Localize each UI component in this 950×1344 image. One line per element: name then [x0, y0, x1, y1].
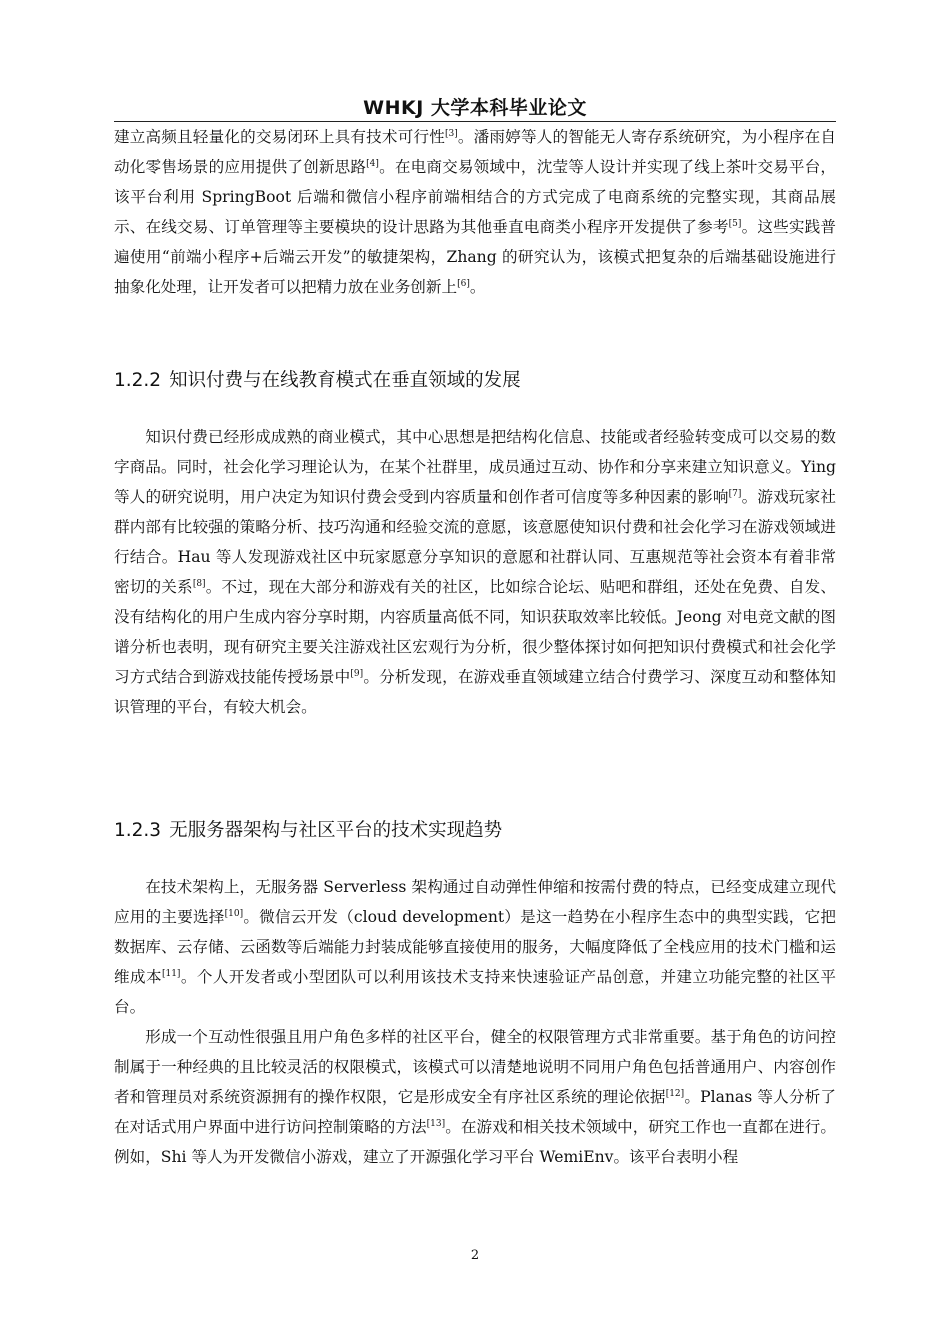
intro-paragraph — [114, 122, 836, 302]
intro-paragraph-block — [114, 122, 836, 302]
page-number: 2 — [470, 1248, 480, 1263]
citation-ref: [4] — [366, 158, 379, 169]
citation-ref: [8] — [192, 578, 206, 589]
paragraph — [114, 1022, 836, 1172]
text-run: 。游戏玩家社群内部有比较强的策略分析、技巧沟通和经验交流的意愿，该意愿使知识付费和社会化学习在游戏领域进行结合。Hau 等人发现游戏社区中玩家愿意分享知识的意愿和社群认同、互惠规范等社会资本有着非常密切的关系 — [114, 488, 836, 596]
text-run: 知识付费已经形成成熟的商业模式，其中心思想是把结构化信息、技能或者经验转变成可以交易的数字商品。同时，社会化学习理论认为，在某个社群里，成员通过互动、协作和分享来建立知识意义。Ying 等人的研究说明，用户决定为知识付费会受到内容质量和创作者可信度等多种因素的影响 — [114, 428, 836, 506]
text-run: 。分析发现，在游戏垂直领域建立结合付费学习、深度互动和整体知识管理的平台，有较大机会。 — [114, 668, 836, 716]
section-heading-1-2-3 — [114, 816, 836, 846]
section-1-2-3-body — [114, 872, 836, 1172]
citation-ref: [13] — [426, 1118, 446, 1129]
text-run: 。 — [469, 278, 486, 296]
citation-ref: [7] — [728, 488, 742, 499]
section-title: 无服务器架构与社区平台的技术实现趋势 — [169, 820, 503, 841]
text-run: 。个人开发者或小型团队可以利用该技术支持来快速验证产品创意，并建立功能完整的社区平台。 — [114, 968, 836, 1016]
text-run: 在技术架构上，无服务器 Serverless 架构通过自动弹性伸缩和按需付费的特点，已经变成建立现代应用的主要选择 — [114, 878, 836, 926]
citation-ref: [11] — [161, 968, 181, 979]
citation-ref: [9] — [350, 668, 364, 679]
paragraph — [114, 872, 836, 1022]
citation-ref: [6] — [457, 278, 470, 289]
page-header-title: WHKJ 大学本科毕业论文 — [363, 97, 587, 119]
paragraph — [114, 422, 836, 722]
text-run: 。不过，现在大部分和游戏有关的社区，比如综合论坛、贴吧和群组，还处在免费、自发、没有结构化的用户生成内容分享时期，内容质量高低不同，知识获取效率比较低。Jeong 对电竞文献的图谱分析也表明，现有研究主要关注游戏社区宏观行为分析，很少整体探讨如何把知识付费模式和社会化学习方式结合到游戏技能传授场景中 — [114, 578, 836, 686]
text-run: 。这些实践普遍使用“前端小程序+后端云开发”的敏捷架构，Zhang 的研究认为，该模式把复杂的后端基础设施进行抽象化处理，让开发者可以把精力放在业务创新上 — [114, 218, 836, 296]
section-1-2-2-body — [114, 422, 836, 722]
text-run: 。Planas 等人分析了在对话式用户界面中进行访问控制策略的方法 — [114, 1088, 836, 1136]
text-run: 建立高频且轻量化的交易闭环上具有技术可行性 — [114, 128, 445, 146]
section-heading-1-2-2 — [114, 366, 836, 396]
section-number: 1.2.3 — [114, 820, 162, 841]
section-number: 1.2.2 — [114, 370, 162, 391]
text-run: 。在电商交易领域中，沈莹等人设计并实现了线上茶叶交易平台，该平台利用 SpringBoot 后端和微信小程序前端相结合的方式完成了电商系统的完整实现，其商品展示、在线交易、订单管理等主要模块的设计思路为其他垂直电商类小程序开发提供了参考 — [114, 158, 836, 236]
citation-ref: [10] — [224, 908, 244, 919]
text-run: 。在游戏和相关技术领域中，研究工作也一直都在进行。例如，Shi 等人为开发微信小游戏，建立了开源强化学习平台 WemiEnv。该平台表明小程 — [114, 1118, 836, 1166]
text-run: 形成一个互动性很强且用户角色多样的社区平台，健全的权限管理方式非常重要。基于角色的访问控制属于一种经典的且比较灵活的权限模式，该模式可以清楚地说明不同用户角色包括普通用户、内容创作者和管理员对系统资源拥有的操作权限，它是形成安全有序社区系统的理论依据 — [114, 1028, 836, 1106]
citation-ref: [3] — [444, 128, 458, 139]
text-run: 。微信云开发（cloud development）是这一趋势在小程序生态中的典型实践，它把数据库、云存储、云函数等后端能力封装成能够直接使用的服务，大幅度降低了全栈应用的技术门槛和运维成本 — [114, 908, 836, 986]
section-title: 知识付费与在线教育模式在垂直领域的发展 — [169, 370, 521, 391]
text-run: 。潘雨婷等人的智能无人寄存系统研究，为小程序在自动化零售场景的应用提供了创新思路 — [114, 128, 836, 176]
citation-ref: [12] — [665, 1088, 685, 1099]
citation-ref: [5] — [728, 218, 742, 229]
